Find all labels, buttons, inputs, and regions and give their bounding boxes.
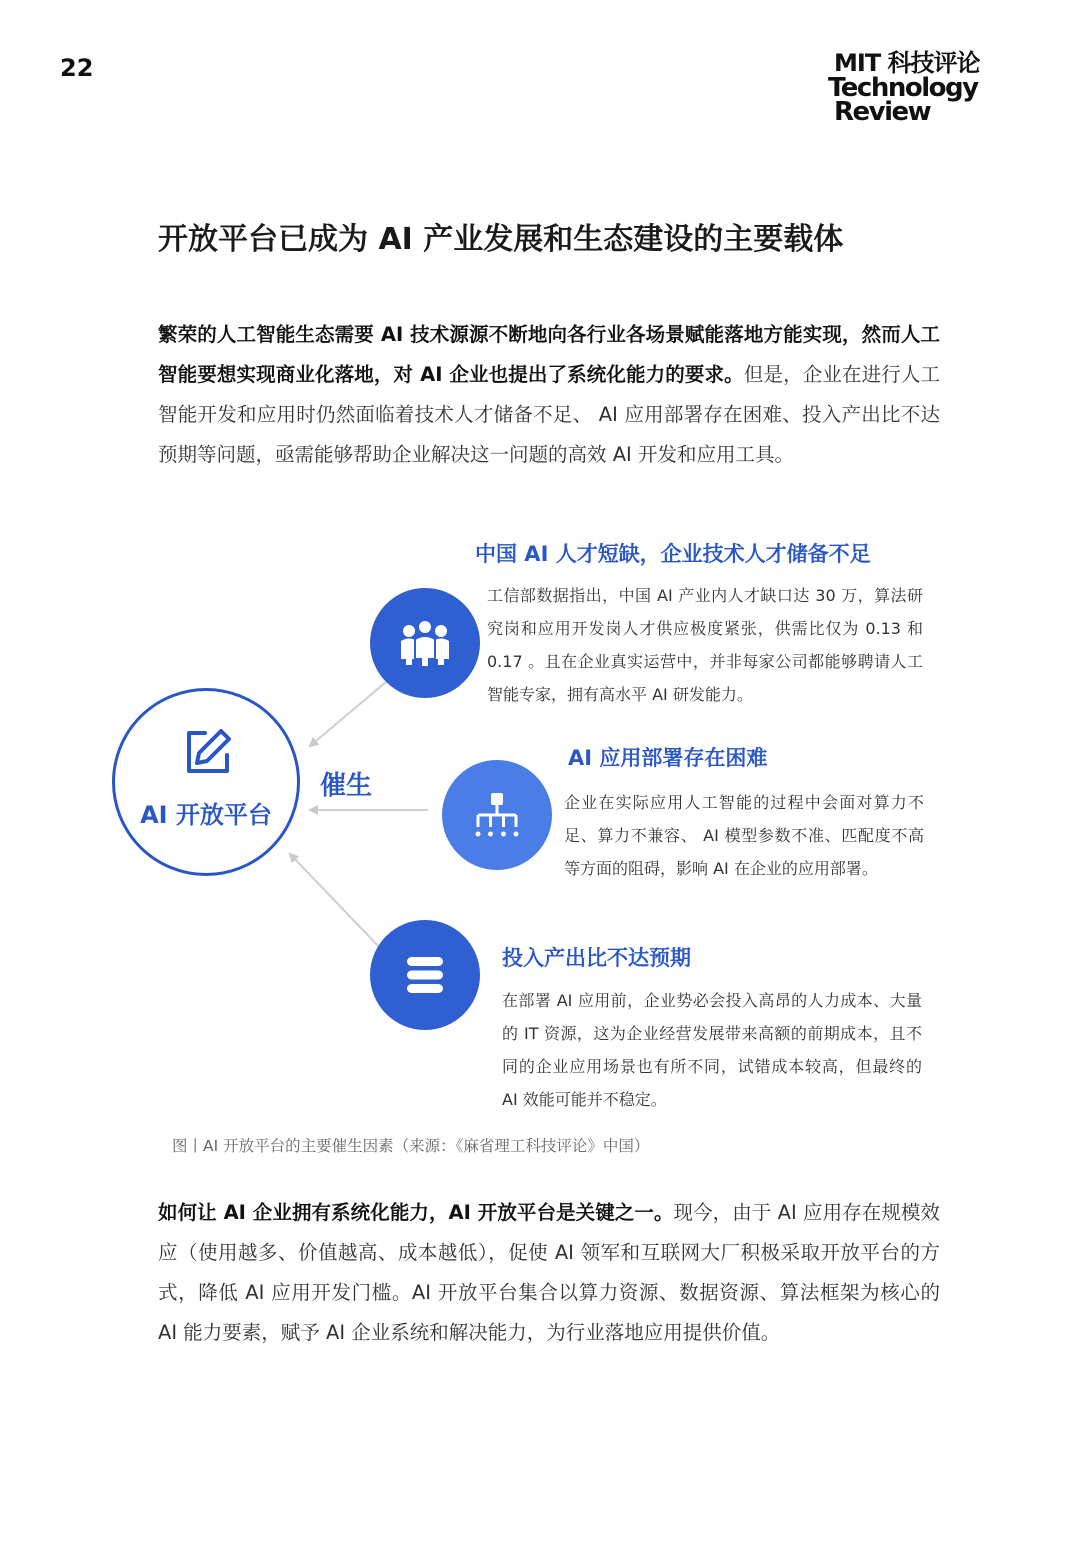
deployment-node [442,760,552,870]
arrow-from-roi [290,854,382,950]
mit-technology-review-logo [828,50,988,126]
talent-heading: 中国 AI 人才短缺，企业技术人才储备不足 [475,542,871,566]
connector-label: 催生 [320,771,373,801]
conclusion-bold-text: 如何让 AI 企业拥有系统化能力，AI 开放平台是关键之一。 [158,1201,674,1224]
roi-heading: 投入产出比不达预期 [502,946,691,970]
conclusion-paragraph [158,1193,940,1353]
intro-paragraph [158,315,940,475]
logo-line-2: Technology [828,73,978,103]
section-title: 开放平台已成为 AI 产业发展和生态建设的主要载体 [158,222,844,257]
intro-bold-text: 繁荣的人工智能生态需要 AI 技术源源不断地向各行业各场景赋能落地方能实现，然而人工智能要想实现商业化落地，对 AI 企业也提出了系统化能力的要求。 [158,323,940,386]
arrow-from-talent [310,682,386,746]
coins-icon [397,947,453,1003]
deployment-description: 企业在实际应用人工智能的过程中会面对算力不足、算力不兼容、 AI 模型参数不准、匹配度不高等方面的阻碍，影响 AI 在企业的应用部署。 [564,793,924,878]
people-icon [397,615,453,671]
roi-description: 在部署 AI 应用前，企业势必会投入高昂的人力成本、大量的 IT 资源，这为企业经营发展带来高额的前期成本，且不同的企业应用场景也有所不同，试错成本较高，但最终的 AI 效能可能并不稳定。 [502,991,922,1109]
roi-node [370,920,480,1030]
conclusion-normal-text: 现今，由于 AI 应用存在规模效应（使用越多、价值越高、成本越低），促使 AI 领军和互联网大厂积极采取开放平台的方式，降低 AI 应用开发门槛。AI 开放平台集合以算力资源、数据资源、算法框架为核心的 AI 能力要素，赋予 AI 企业系统和解决能力，为行业落地应用提供价值。 [158,1201,940,1344]
ai-open-platform-circle [112,688,300,876]
cause-diagram [0,520,1080,1120]
page-number: 22 [60,54,94,82]
deployment-heading: AI 应用部署存在困难 [568,746,768,770]
logo-line-3: Review [834,97,931,127]
edit-icon [183,727,233,777]
center-label: AI 开放平台 [140,801,272,829]
talent-node [370,588,480,698]
intro-normal-text: 但是，企业在进行人工智能开发和应用时仍然面临着技术人才储备不足、 AI 应用部署存在困难、投入产出比不达预期等问题，亟需能够帮助企业解决这一问题的高效 AI 开发和应用工具。 [158,363,940,466]
figure-caption: 图丨AI 开放平台的主要催生因素（来源：《麻省理工科技评论》中国） [172,1137,650,1155]
logo-line-1: MIT 科技评论 [834,49,980,77]
talent-description: 工信部数据指出，中国 AI 产业内人才缺口达 30 万，算法研究岗和应用开发岗人才供应极度紧张，供需比仅为 0.13 和 0.17 。且在企业真实运营中，并非每家公司都能够聘请人工智能专家，拥有高水平 AI 研发能力。 [487,586,923,704]
hierarchy-icon [469,787,525,843]
